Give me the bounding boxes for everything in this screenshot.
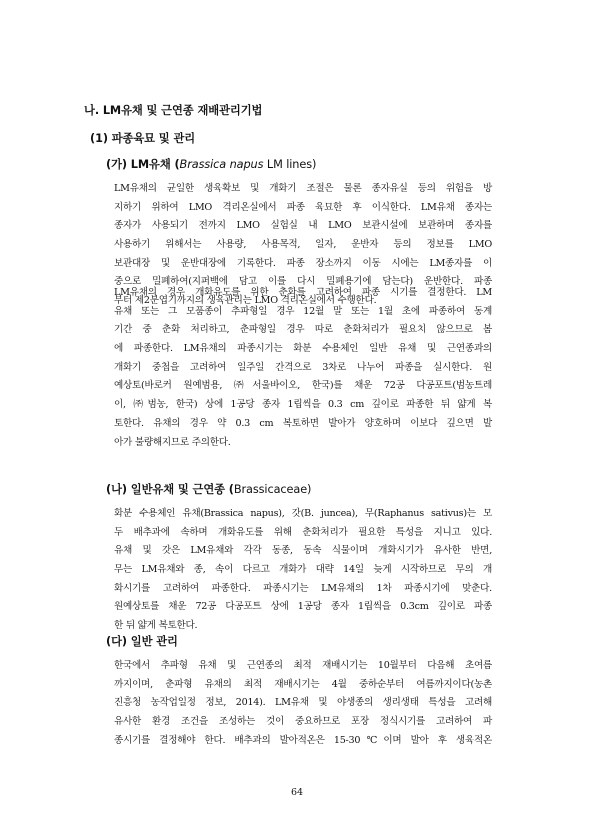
- text-line: 개화기 중첩을 고려하여 일주일 간격으로 3차로 나누어 파종을 실시한다. 원: [114, 361, 492, 373]
- text-line: 유채 및 갓은 LM유채와 각각 동종, 동속 식물이며 개화시기가 유사한 반면,: [114, 545, 492, 557]
- page-number: 64: [290, 787, 304, 798]
- text-line: 사용하기 위해서는 사용량, 사용목적, 일자, 운반자 등의 정보를 LMO: [114, 239, 492, 251]
- text-line: 기간 중 춘화 처리하고, 춘파형일 경우 따로 춘화처리가 필요치 않으므로 봄: [114, 324, 492, 336]
- subheading-label: (나) 일반유채 및 근연종 (: [106, 483, 234, 496]
- subheading-general-rapeseed: [106, 481, 311, 497]
- subheading-suffix: LM lines): [263, 158, 317, 171]
- subheading-latin: Brassicaceae: [233, 483, 308, 496]
- text-line: 부터 제2분엽기까지의 생육관리는 LMO 격리온실에서 수행한다.: [114, 295, 377, 307]
- text-line: 유사한 환경 조건을 조성하는 것이 중요하므로 포장 정식시기를 고려하여 파: [114, 716, 492, 728]
- text-line: 두 배추과에 속하며 개화유도를 위해 춘화처리가 필요한 특성을 지니고 있다.: [114, 526, 492, 538]
- text-line: 종자가 사용되기 전까지 LMO 실험실 내 LMO 보관시설에 보관하며 종자를: [114, 220, 492, 232]
- text-line: 한 뒤 얇게 복토한다.: [114, 620, 198, 632]
- text-line: 보관대장 및 운반대장에 기록한다. 파종 장소까지 이동 시에는 LM종자를 이: [114, 257, 492, 269]
- text-line: 토한다. 유채의 경우 약 0.3 cm 복토하면 발아가 양호하며 이보다 깊으면 발: [114, 417, 492, 429]
- text-line: 에 파종한다. LM유채의 파종시기는 화분 수용체인 일반 유채 및 근연종과의: [114, 343, 492, 355]
- text-line: 종시기를 결정해야 한다. 배추과의 발아적온은 15-30℃이며 발아 후 생육적온: [114, 734, 492, 746]
- paragraph-4: [114, 657, 492, 750]
- text-line: 중으로 밀폐하여(지퍼백에 담고 이를 다시 밀폐용기에 담는다) 운반한다. 파종: [114, 276, 492, 288]
- section-title: 나. LM유채 및 근연종 재배관리기법: [84, 104, 263, 117]
- text-line: 까지이며, 춘파형 유채의 최적 재배시기는 4월 중하순부터 여름까지이다(농촌: [114, 678, 492, 690]
- text-line: 지하기 위하여 LMO 격리온실에서 파종 육묘한 후 이식한다. LM유채 종자는: [114, 201, 492, 213]
- subheading-suffix: ): [307, 483, 312, 496]
- subheading-label: (가) LM유채 (: [106, 158, 180, 171]
- subheading-general-management: (다) 일반 관리: [106, 635, 178, 648]
- subheading-latin: Brassica napus: [179, 158, 264, 171]
- text-line: 화분 수용체인 유채(Brassica napus), 갓(B. juncea), 무(Raphanus sativus)는 모: [114, 508, 492, 519]
- subheading-lm-rapeseed: [106, 156, 316, 172]
- text-line: 아가 불량해지므로 주의한다.: [114, 436, 231, 448]
- subsection-title: (1) 파종육묘 및 관리: [90, 132, 196, 145]
- paragraph-3: [114, 505, 492, 636]
- paragraph-2: [114, 284, 492, 452]
- text-line: 무는 LM유채와 종, 속이 다르고 개화가 대략 14일 늦게 시작하므로 무의 개: [114, 564, 492, 576]
- text-line: LM유채의 균일한 생육확보 및 개화기 조절은 물론 종자유실 등의 위험을 방: [114, 183, 492, 194]
- text-line: 예상토(바로커 원예범용, ㈜서울바이오, 한국)를 채운 72공 다공포트(범농트레: [114, 380, 492, 392]
- text-line: 유채 또는 그 모품종이 추파형일 경우 12월 말 또는 1월 초에 파종하여 동계: [114, 305, 492, 317]
- text-line: 이, ㈜범농, 한국) 상에 1공당 종자 1립씩을 0.3 cm 깊이로 파종한 뒤 얇게 복: [114, 399, 492, 411]
- text-line: 원예상토를 채운 72공 다공포트 상에 1공당 종자 1립씩을 0.3cm 깊이로 파종: [114, 601, 492, 613]
- text-line: 한국에서 추파형 유채 및 근연종의 최적 재배시기는 10월부터 다음해 초여름: [114, 660, 492, 671]
- text-line: 화시기를 고려하여 파종한다. 파종시기는 LM유채의 1차 파종시기에 맞춘다.: [114, 582, 492, 594]
- text-line: LM유채의 경우 개화유도를 위한 춘화를 고려하여 파종 시기를 결정한다. LM: [114, 287, 492, 298]
- text-line: 진흥청 농작업일정 정보, 2014). LM유채 및 야생종의 생리생태 특성을 고려해: [114, 697, 492, 709]
